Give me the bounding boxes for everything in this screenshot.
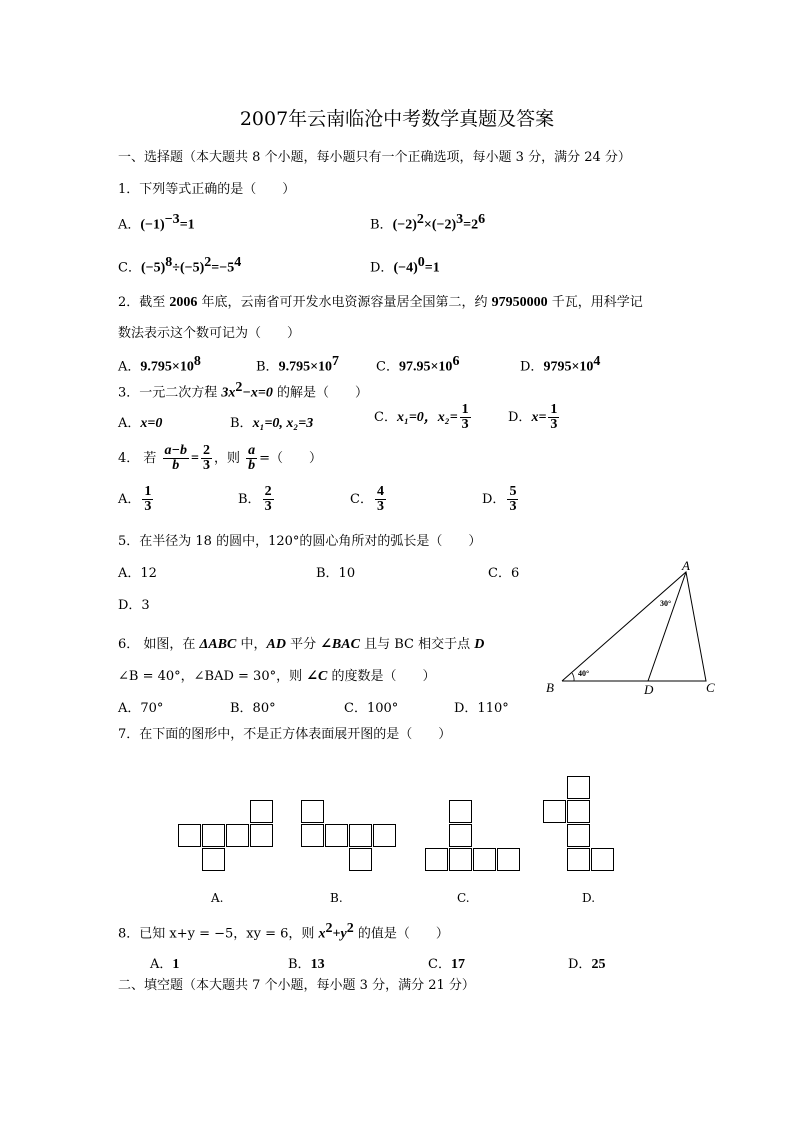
q1-option-a: A．$(-1)^{-3}=1$ [118,212,195,233]
net-d-label: D. [582,891,596,905]
net-b-label: B. [330,891,343,905]
q1-option-d: D．$(-4)^0=1$ [370,255,440,276]
q8-option-d: D．25 [568,957,606,972]
triangle-figure [540,560,730,700]
q2-option-d: D．$9795\times 10^4$ [520,354,601,375]
q5-option-b: B．10 [316,566,356,581]
page-title: 2007年云南临沧中考数学真题及答案 [239,108,555,130]
q1-stem: 1．下列等式正确的是（ ） [118,182,296,197]
q3-stem: 3．一元二次方程 $3x^2-x=0$ 的解是（ ） [118,380,369,401]
q1-option-c: C．$(-5)^8\div(-5)^2=-5^4$ [118,255,242,276]
q6-option-d: D．110° [454,701,509,716]
vertex-b-label: B [546,680,554,695]
q7-stem: 7．在下面的图形中，不是正方体表面展开图的是（ ） [118,727,452,742]
net-a-label: A. [211,891,224,905]
q4-stem: 4． 若 $\frac{a-b}{b}$ = $\frac{2}{3}$ ，则 $\frac{a}{b}$ =（ ） [118,443,323,473]
q6-option-a: A．70° [118,701,164,716]
q5-option-c: C．6 [488,566,520,581]
q5-option-a: A．12 [118,566,157,581]
net-c-label: C. [457,891,470,905]
q6-stem-line2: ∠B = 40°，∠BAD = 30°，则 ∠C 的度数是（ ） [118,669,436,684]
vertex-a-label: A [682,560,690,573]
angle-b-arc [572,673,574,681]
point-d-label: D [644,682,654,697]
q8-stem: 8．已知 x+y = −5，xy = 6，则 $x^2+y^2$ 的值是（ ） [118,921,449,942]
angle-a-label: 30° [660,599,672,608]
q8-option-a: A．1 [150,957,180,972]
q2-stem-line1: 2．截至 2006 年底，云南省可开发水电资源容量居全国第二，约 97950000 千瓦，用科学记 [118,295,643,310]
angle-b-label: 40° [578,669,590,678]
section-1-heading: 一、选择题（本大题共 8 个小题，每小题只有一个正确选项，每小题 3 分，满分 24 分） [118,150,631,165]
q4-option-b: B． $\frac{2}{3}$ [238,484,272,514]
q5-stem: 5．在半径为 18 的圆中，120°的圆心角所对的弧长是（ ） [118,534,482,549]
q4-option-c: C． $\frac{4}{3}$ [350,484,384,514]
q5-option-d: D．3 [118,598,150,613]
q6-stem-line1: 6． 如图，在 ΔABC 中，AD 平分 ∠BAC 且与 BC 相交于点 D [118,637,485,652]
q8-option-c: C．17 [428,957,465,972]
q2-option-b: B．$9.795\times 10^7$ [256,354,340,375]
triangle-abc [562,572,706,681]
q2-option-a: A．$9.795\times 10^8$ [118,354,201,375]
q2-option-c: C．$97.95\times 10^6$ [376,354,460,375]
q4-option-a: A． $\frac{1}{3}$ [118,484,152,514]
q6-option-b: B．80° [230,701,276,716]
q1-option-b: B．$(-2)^2\times(-2)^3=2^6$ [370,212,486,233]
q3-option-c: C．x₁=0，x₂= $\frac{1}{3}$ [374,402,469,432]
vertex-c-label: C [706,680,715,695]
q6-option-c: C．100° [344,701,399,716]
q3-option-d: D．x= $\frac{1}{3}$ [508,402,558,432]
q4-option-d: D． $\frac{5}{3}$ [482,484,517,514]
q8-option-b: B．13 [288,957,325,972]
q3-option-b: B．x₁=0, x₂=3 [230,416,314,431]
q3-option-a: A．x=0 [118,416,163,431]
q2-stem-line2: 数法表示这个数可记为（ ） [118,326,301,341]
section-2-heading: 二、填空题（本大题共 7 个小题，每小题 3 分，满分 21 分） [118,978,475,993]
